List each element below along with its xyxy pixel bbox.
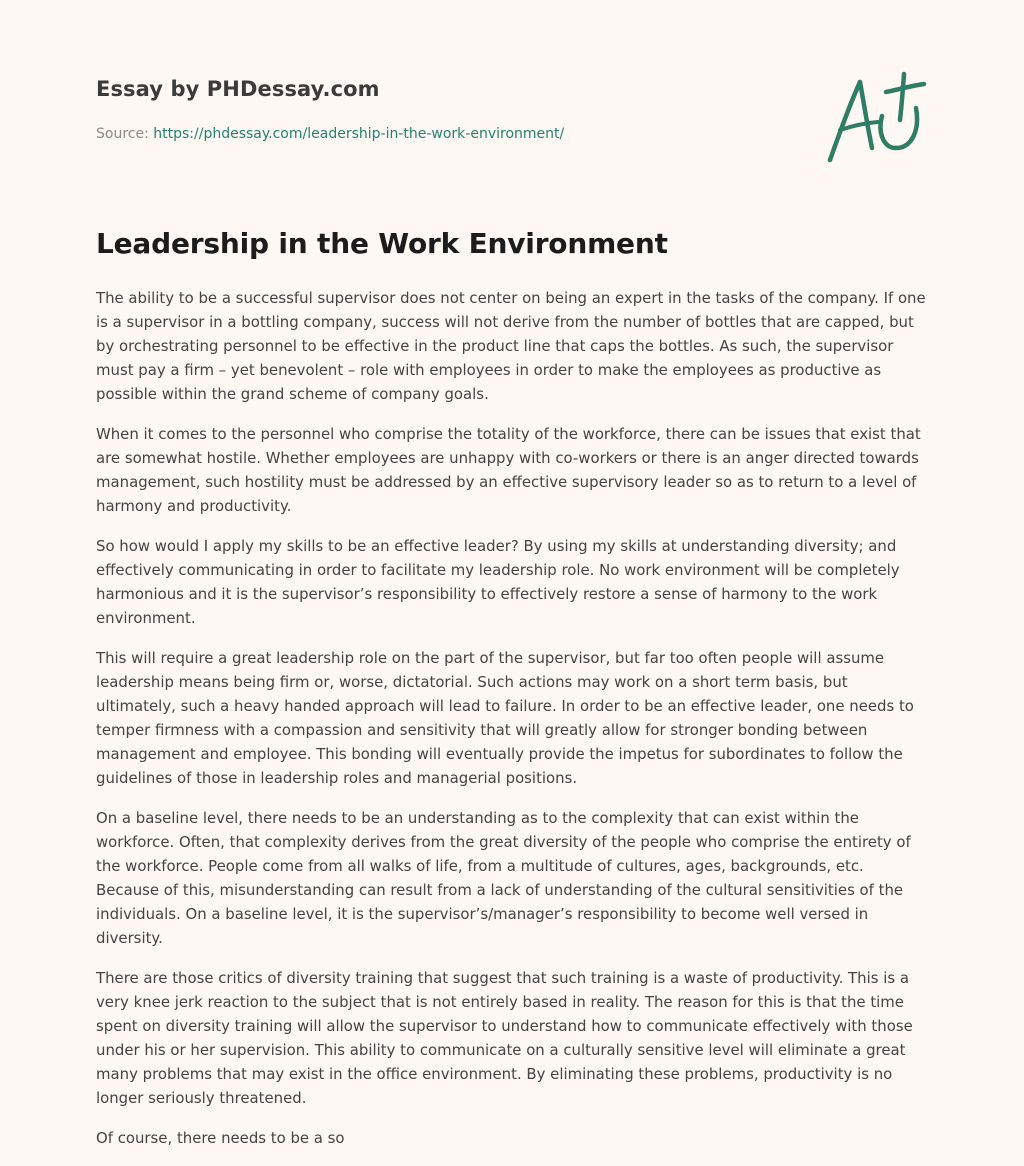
source-label: Source:	[96, 126, 149, 142]
essay-paragraph: So how would I apply my skills to be an effective leader? By using my skills at understanding diversity; and effectively communicating in order to facilitate my leadership role. No work environment will be completely harmonious and it is the supervisor’s responsibility to effectively restore a sense of harmony to the work environment.	[96, 537, 900, 627]
essay-paragraph: This will require a great leadership role on the part of the supervisor, but far too often people will assume leadership means being firm or, worse, dictatorial. Such actions may work on a short term basis, but ultimately, such a heavy handed approach will lead to failure. In order to be an effective leader, one needs to temper firmness with a compassion and sensitivity that will greatly allow for stronger bonding between management and employee. This bonding will eventually provide the impetus for subordinates to follow the guidelines of those in leadership roles and managerial positions.	[96, 649, 914, 787]
essay-body	[96, 286, 930, 1166]
brand-title: Essay by PHDessay.com	[96, 77, 380, 101]
source-link[interactable]: https://phdessay.com/leadership-in-the-work-environment/	[153, 126, 565, 142]
source-line	[96, 124, 716, 144]
a-plus-grade-icon	[820, 68, 930, 168]
essay-paragraph: On a baseline level, there needs to be an understanding as to the complexity that can exist within the workforce. Often, that complexity derives from the great diversity of the people who comprise the entirety of the workforce. People come from all walks of life, from a multitude of cultures, ages, backgrounds, etc. Because of this, misunderstanding can result from a lack of understanding of the cultural sensitivities of the individuals. On a baseline level, it is the supervisor’s/manager’s responsibility to become well versed in diversity.	[96, 809, 911, 947]
essay-paragraph: When it comes to the personnel who comprise the totality of the workforce, there can be issues that exist that are somewhat hostile. Whether employees are unhappy with co-workers or there is an anger directed towards management, such hostility must be addressed by an effective supervisory leader so as to return to a level of harmony and productivity.	[96, 425, 921, 515]
essay-header	[96, 74, 716, 144]
page-title: Leadership in the Work Environment	[96, 227, 668, 260]
essay-paragraph: Of course, there needs to be a so	[96, 1129, 345, 1147]
essay-paragraph: The ability to be a successful supervisor does not center on being an expert in the tasks of the company. If one is a supervisor in a bottling company, success will not derive from the number of bottles that are capped, but by orchestrating personnel to be effective in the product line that caps the bottles. As such, the supervisor must pay a firm – yet benevolent – role with employees in order to make the employees as productive as possible within the grand scheme of company goals.	[96, 289, 926, 403]
essay-paragraph: There are those critics of diversity training that suggest that such training is a waste of productivity. This is a very knee jerk reaction to the subject that is not entirely based in reality. The reason for this is that the time spent on diversity training will allow the supervisor to understand how to communicate effectively with those under his or her supervision. This ability to communicate on a culturally sensitive level will eliminate a great many problems that may exist in the office environment. By eliminating these problems, productivity is no longer seriously threatened.	[96, 969, 913, 1107]
